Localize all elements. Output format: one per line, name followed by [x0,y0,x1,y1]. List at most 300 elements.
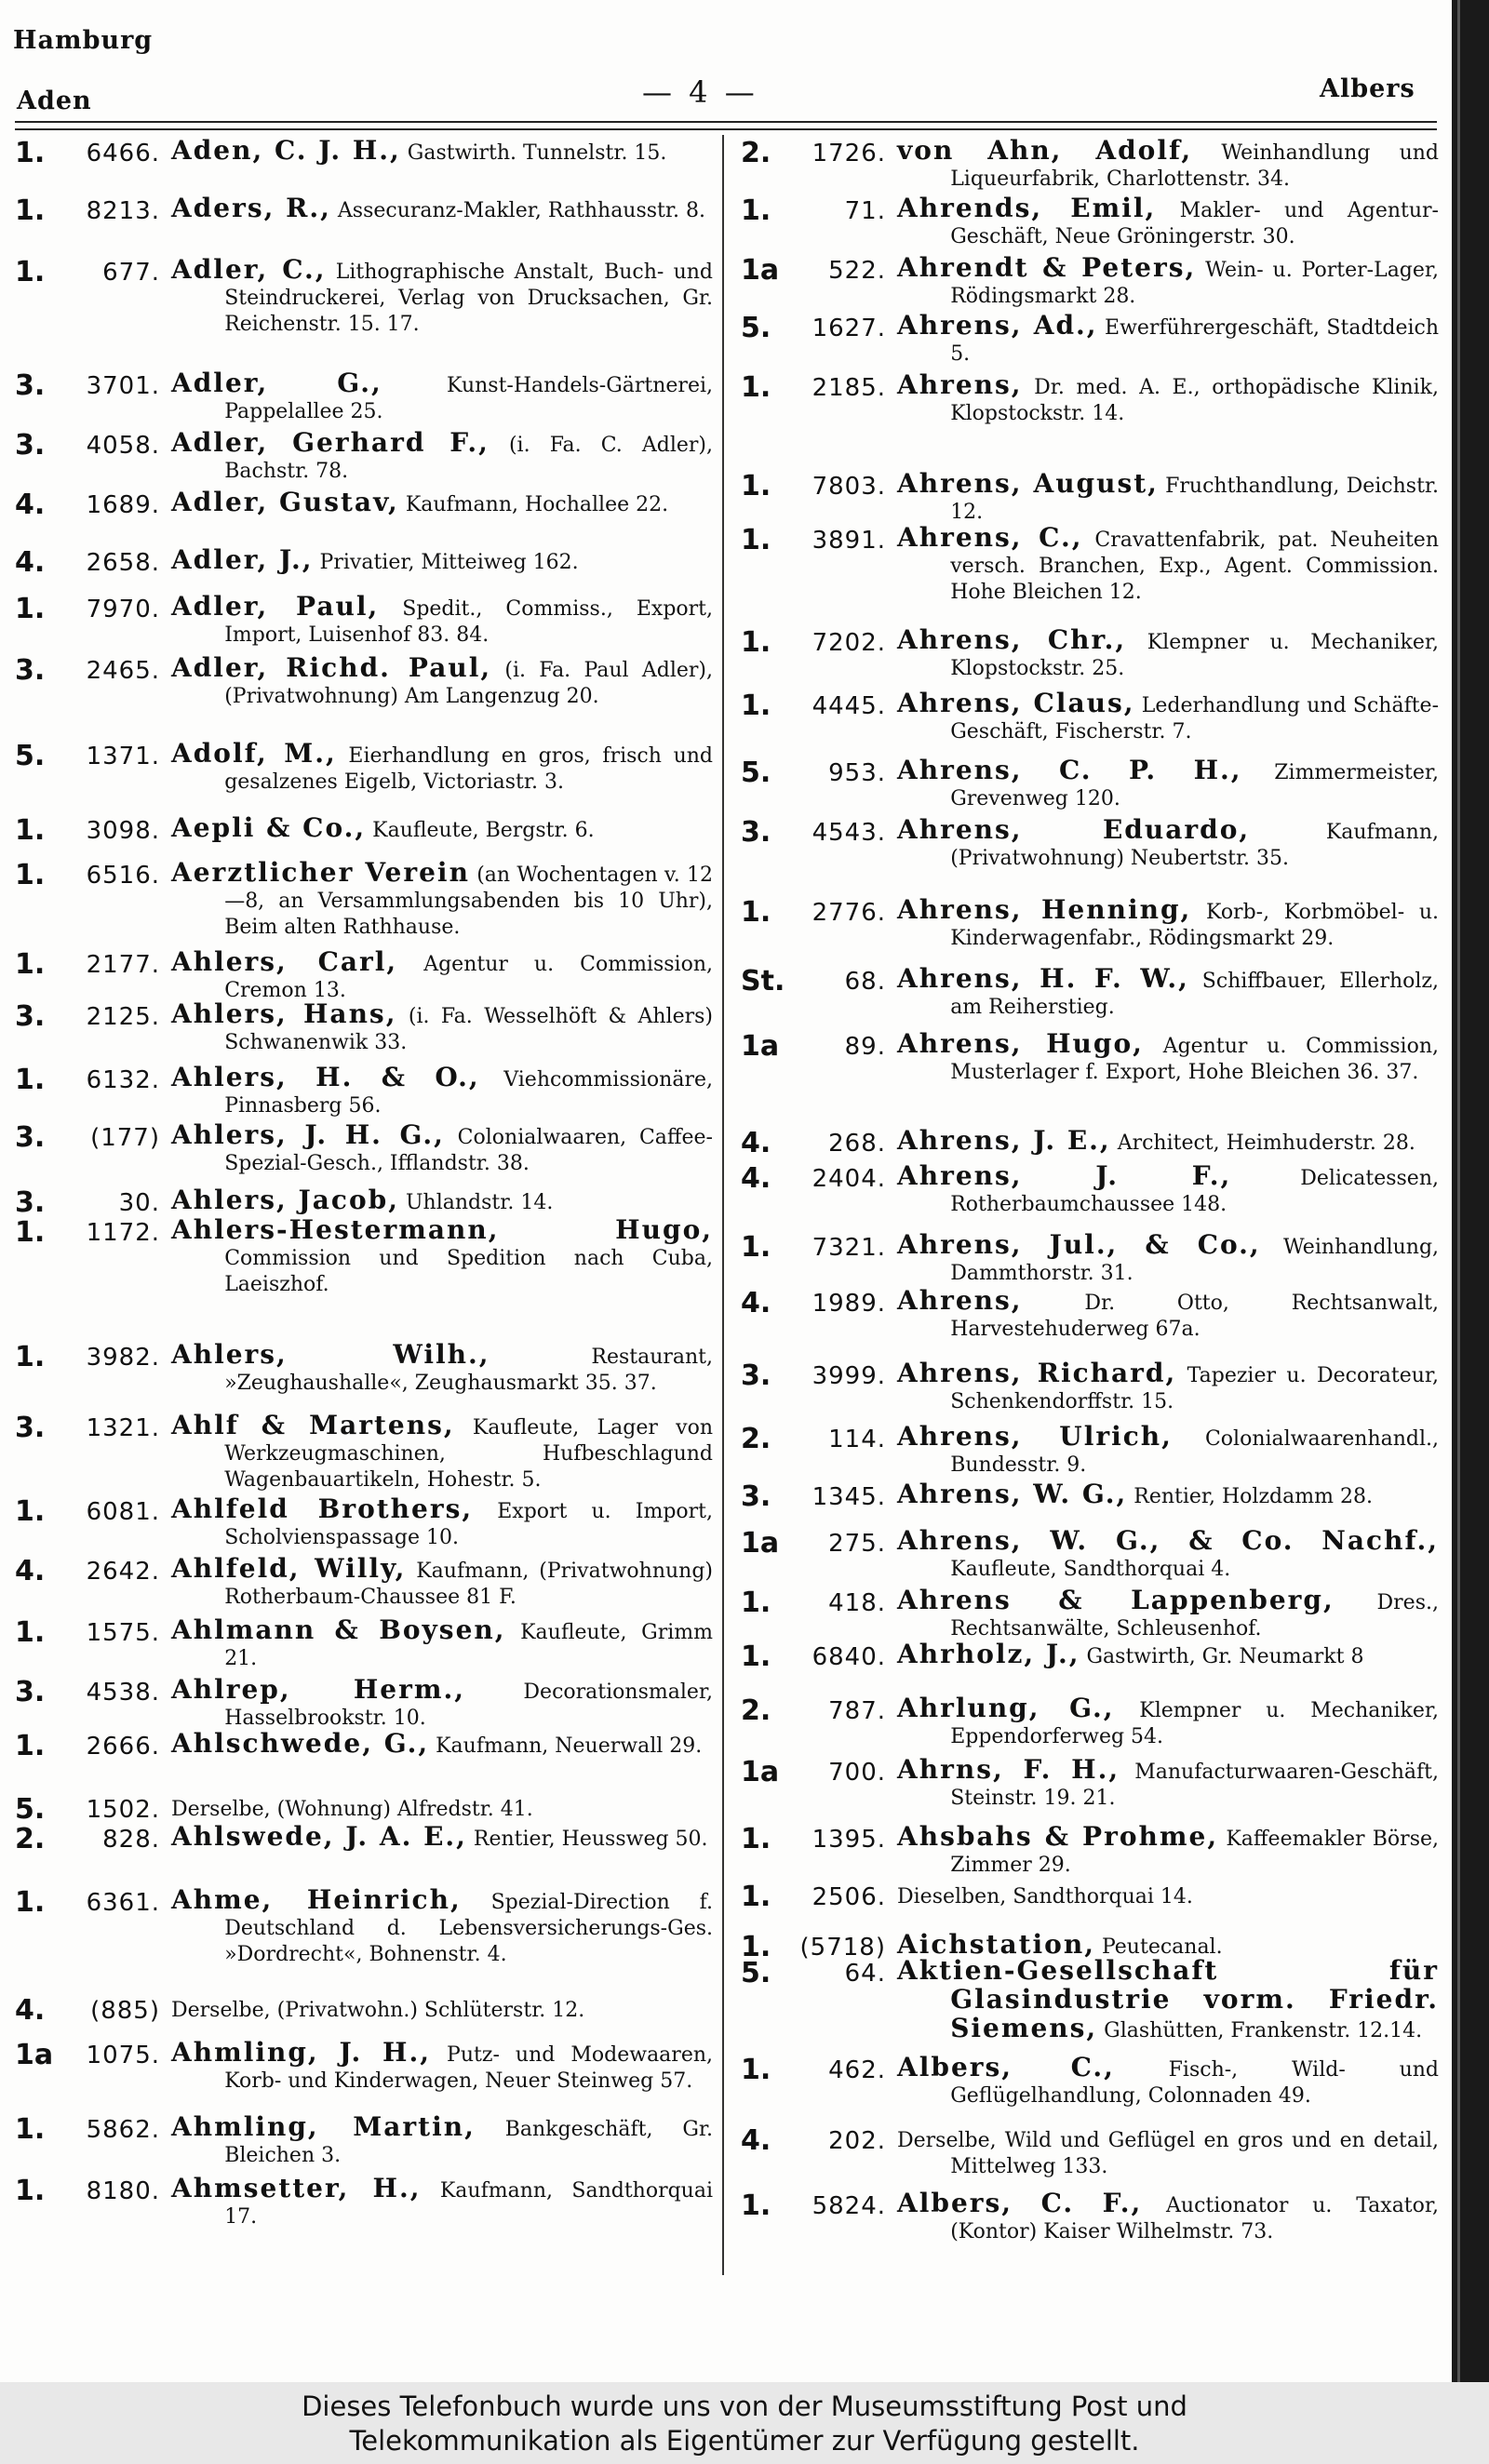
subscriber-details: Commission und Spedition nach Cuba, Laeiszhof. [224,1247,713,1296]
phone-number: 64. [844,1960,886,1988]
exchange-zone: 1a [15,2039,54,2071]
header-page-number: — 4 — [642,74,758,110]
phone-number: 3891. [812,527,886,555]
phone-number: 3999. [812,1362,886,1390]
subscriber-details: Kaffeemakler Börse, Zimmer 29. [950,1828,1439,1877]
subscriber-details: Kaufmann, Sandthorquai 17. [224,2179,713,2229]
subscriber-details: Decorationsmaler, Hasselbrookstr. 10. [224,1681,713,1730]
subscriber-name: Ahlers, Hans, [171,998,397,1029]
entry-text [171,1187,713,1216]
exchange-zone: 2. [741,1423,771,1455]
subscriber-name: Adolf, M., [171,738,337,769]
exchange-zone: 1. [15,1064,46,1096]
phone-number: 1075. [86,2042,160,2069]
subscriber-name: Albers, C. F., [897,2188,1143,2218]
entry-text [897,468,1440,526]
subscriber-details: Tapezier u. Decorateur, Schenkendorffstr. 15. [950,1364,1439,1413]
subscriber-details: Weinhandlung, Dammthorstr. 31. [950,1236,1440,1285]
phone-number: 2465. [86,657,160,685]
ownership-footer [0,2382,1489,2464]
footer-line-1: Dieses Telefonbuch wurde uns von der Museumsstiftung Post und [302,2390,1187,2422]
phone-number: 1627. [812,315,886,342]
subscriber-details: Peutecanal. [1101,1935,1223,1959]
subscriber-details: Lederhandlung und Schäfte-Geschäft, Fischerstr. 7. [950,694,1440,743]
phone-number: 787. [828,1697,886,1725]
entry-text [897,2052,1439,2109]
phone-number: 71. [844,197,886,225]
entry-text [171,1614,713,1672]
exchange-zone: 1. [741,1231,771,1264]
subscriber-details: Kunst-Handels-Gärtnerei, Pappelallee 25. [224,374,713,423]
phone-number: 2185. [812,374,886,402]
entry-text [171,998,714,1056]
subscriber-name: Ahlrep, Herm., [171,1674,465,1705]
scan-edge [1452,0,1489,2382]
subscriber-details: Uhlandstr. 14. [406,1191,554,1214]
subscriber-details: Weinhandlung und Liqueurfabrik, Charlottenstr. 34. [950,141,1440,191]
exchange-zone: 1. [741,1931,771,1963]
entry-text [171,195,713,224]
phone-number: 275. [828,1530,886,1558]
subscriber-name: Ahlf & Martens, [171,1410,455,1440]
exchange-zone: 3. [15,1412,46,1444]
subscriber-details: Korb-, Korbmöbel- u. Kinderwagenfabr., Rödingsmarkt 29. [950,901,1439,950]
subscriber-details: Kaufleute, Bergstr. 6. [372,819,595,842]
exchange-zone: 1. [15,1341,46,1373]
phone-number: 522. [828,257,886,285]
exchange-zone: 1. [741,1881,771,1913]
subscriber-details: Bankgeschäft, Gr. Bleichen 3. [224,2118,713,2167]
subscriber-name: Adler, Gustav, [171,487,399,517]
exchange-zone: 4. [741,1162,771,1195]
phone-number: 1726. [812,140,886,167]
header-city: Hamburg [13,26,154,55]
phone-number: 2125. [86,1003,160,1031]
subscriber-name: Ahrns, F. H., [897,1754,1120,1785]
subscriber-details: Auctionator u. Taxator, (Kontor) Kaiser Wilhelmstr. 73. [950,2194,1439,2243]
subscriber-name: Ahlschwede, G., [171,1728,430,1759]
phone-number: 2506. [812,1883,886,1911]
entry-text [897,814,1439,872]
subscriber-details: Viehcommissionäre, Pinnasberg 56. [224,1068,713,1118]
phone-number: 3982. [86,1344,160,1372]
exchange-zone: 1. [15,2113,46,2146]
subscriber-details: Klempner u. Mechaniker, Eppendorferweg 54. [950,1699,1440,1748]
exchange-zone: 1. [741,524,771,556]
subscriber-name: Ahrens & Lappenberg, [897,1585,1335,1615]
exchange-zone: 4. [15,546,46,579]
exchange-zone: 1. [741,2054,771,2086]
subscriber-name: Adler, C., [171,254,327,285]
subscriber-name: Ahrlung, G., [897,1693,1115,1723]
subscriber-name: Ahrens, W. G., [897,1479,1128,1509]
exchange-zone: 3. [741,1359,771,1392]
entry-text [897,310,1439,368]
phone-number: 953. [828,759,886,787]
phone-number: 677. [102,259,160,287]
entry-text [897,1125,1439,1157]
subscriber-name: Ahrens, J. F., [897,1160,1232,1191]
exchange-zone: 1. [741,2189,771,2222]
phone-number: 4543. [812,819,886,847]
subscriber-name: Ahlers-Hestermann, Hugo, [171,1214,713,1245]
exchange-zone: 1a [741,1756,780,1788]
phone-number: 828. [102,1826,160,1854]
entry-text [171,2173,713,2230]
subscriber-name: Adler, J., [171,544,314,575]
entry-text [897,2125,1439,2180]
subscriber-name: Ahrens, C., [897,522,1083,553]
subscriber-name: Ahrens, Hugo, [897,1028,1144,1059]
subscriber-name: Adler, Gerhard F., [171,427,490,458]
entry-text [171,2111,713,2169]
subscriber-details: Kaufmann, (Privatwohnung) Neubertstr. 35. [950,821,1439,870]
subscriber-details: Dieselben, Sandthorquai 14. [897,1885,1193,1908]
phone-number: 2404. [812,1165,886,1193]
phone-number: 2177. [86,951,160,979]
exchange-zone: 5. [741,757,771,789]
exchange-zone: 1a [741,1030,780,1063]
entry-text [897,135,1440,193]
entry-text [171,370,713,425]
subscriber-details: Kaufleute, Sandthorquai 4. [950,1558,1231,1581]
phone-number: 5824. [812,2192,886,2220]
entry-text [171,946,713,1004]
subscriber-name: Aichstation, [897,1929,1095,1960]
phone-number: 462. [828,2056,886,2084]
phone-number: 1575. [86,1619,160,1647]
phone-number: 1689. [86,491,160,519]
phone-number: 4058. [86,432,160,460]
exchange-zone: 1. [741,1587,771,1619]
header-first-entry-word: Aden [17,87,92,115]
subscriber-name: Ahlers, Jacob, [171,1185,399,1215]
exchange-zone: 1. [15,814,46,847]
entry-text [171,1119,713,1177]
phone-number: 8213. [86,197,160,225]
subscriber-details: Ewerführergeschäft, Stadtdeich 5. [950,316,1439,366]
phone-number: 2658. [86,549,160,577]
entry-text [171,254,713,338]
phone-number: 89. [844,1033,886,1061]
subscriber-name: Ahme, Heinrich, [171,1884,462,1915]
subscriber-name: Adler, G., [171,368,382,398]
exchange-zone: 1. [741,1640,771,1673]
subscriber-name: Ahlswede, J. A. E., [171,1821,467,1852]
exchange-zone: 3. [741,816,771,849]
exchange-zone: 5. [741,312,771,344]
subscriber-details: Spedit., Commiss., Export, Import, Luisenhof 83. 84. [224,597,713,647]
subscriber-name: Ahrens, Jul., & Co., [897,1229,1261,1260]
entry-text [897,522,1439,606]
entry-text [171,1410,713,1493]
exchange-zone: 1. [15,1495,46,1528]
phone-number: 114. [828,1426,886,1453]
exchange-zone: 1. [15,1616,46,1649]
subscriber-details: Rentier, Heussweg 50. [473,1828,708,1851]
entry-text [897,963,1440,1021]
exchange-zone: 5. [15,1793,46,1826]
subscriber-name: Ahrens, Richard, [897,1358,1177,1388]
exchange-zone: 1. [741,470,771,502]
entry-text [171,1493,713,1551]
phone-number: 68. [844,968,886,996]
exchange-zone: 3. [15,1676,46,1708]
subscriber-details: Derselbe, Wild und Geflügel en gros und en detail, Mittelweg 133. [897,2129,1439,2178]
subscriber-name: Ahmsetter, H., [171,2173,422,2203]
subscriber-details: Schiffbauer, Ellerholz, am Reiherstieg. [950,970,1440,1019]
entry-text [171,1728,713,1760]
exchange-zone: 4. [741,1127,771,1159]
exchange-zone: 1. [15,1886,46,1919]
entry-text [897,1821,1439,1879]
subscriber-details: Agentur u. Commission, Cremon 13. [224,953,713,1002]
phone-number: (177) [90,1124,160,1152]
exchange-zone: 1. [741,194,771,227]
entry-text [897,2190,1439,2245]
exchange-zone: 1. [15,593,46,625]
phone-number: 7321. [812,1234,886,1262]
subscriber-name: Adler, Paul, [171,591,380,622]
subscriber-details: Derselbe, (Wohnung) Alfredstr. 41. [171,1798,533,1821]
exchange-zone: 1. [15,137,46,169]
subscriber-name: von Ahn, Adolf, [897,135,1193,166]
subscriber-details: Glashütten, Frankenstr. 12.14. [1104,2019,1423,2042]
exchange-zone: 1. [741,626,771,659]
phone-number: 1989. [812,1290,886,1318]
phone-number: 7970. [86,596,160,623]
phone-number: 1395. [812,1826,886,1854]
entry-text [897,195,1439,250]
subscriber-name: Ahlfeld Brothers, [171,1493,474,1524]
exchange-zone: 1. [15,948,46,981]
entry-text [897,1881,1439,1910]
subscriber-name: Ahlers, Wilh., [171,1339,490,1370]
entry-text [171,738,714,796]
entry-text [897,690,1439,745]
subscriber-details: Fruchthandlung, Deichstr. 12. [950,475,1440,524]
exchange-zone: 4. [15,1555,46,1587]
exchange-zone: 3. [15,1121,46,1154]
exchange-zone: 1. [15,859,46,891]
entry-text [171,1674,713,1732]
exchange-zone: 1a [741,1527,780,1560]
exchange-zone: 4. [741,1287,771,1319]
subscriber-name: Ahlmann & Boysen, [171,1614,506,1645]
exchange-zone: 1. [741,1823,771,1855]
subscriber-name: Ahsbahs & Prohme, [897,1821,1219,1852]
entry-text [897,1525,1439,1583]
entry-text [897,1641,1439,1670]
phone-number: (885) [90,1997,160,2025]
subscriber-name: Ahrens, [897,369,1023,400]
subscriber-details: Export u. Import, Scholvienspassage 10. [224,1500,713,1549]
subscriber-details: Kaufmann, Neuerwall 29. [436,1734,703,1758]
entry-text [171,1339,714,1397]
entry-text [897,1754,1439,1812]
subscriber-details: Privatier, Mitteiweg 162. [319,551,579,574]
entry-text [171,427,713,485]
entry-text [171,135,713,167]
subscriber-details: Colonialwaarenhandl., Bundesstr. 9. [950,1427,1439,1477]
subscriber-name: Ahrens, Ad., [897,310,1098,341]
entry-text [897,1481,1439,1510]
subscriber-details: Zimmermeister, Grevenweg 120. [950,761,1439,810]
subscriber-details: Restaurant, »Zeughaushalle«, Zeughausmarkt 35. 37. [224,1346,714,1395]
subscriber-name: Ahlfeld, Willy, [171,1553,407,1584]
subscriber-details: (an Wochentagen v. 12—8, an Versammlungsabenden bis 10 Uhr), Beim alten Rathhause. [224,864,713,939]
entry-text [897,894,1439,952]
exchange-zone: 3. [15,1000,46,1033]
subscriber-details: Colonialwaaren, Caffee-Spezial-Gesch., Ifflandstr. 38. [224,1126,713,1175]
entry-text [897,1695,1439,1750]
entry-text [171,857,713,941]
phone-number: 6840. [812,1643,886,1671]
phone-number: 5862. [86,2116,160,2144]
entry-text [171,1821,713,1853]
entry-text [897,1955,1439,2044]
subscriber-details: Makler- und Agentur-Geschäft, Neue Gröningerstr. 30. [950,199,1439,248]
subscriber-details: Agentur u. Commission, Musterlager f. Export, Hohe Bleichen 36. 37. [950,1035,1439,1084]
subscriber-details: (i. Fa. Paul Adler), (Privatwohnung) Am Langenzug 20. [224,659,713,708]
subscriber-name: Ahrens, [897,1285,1023,1316]
subscriber-details: Gastwirth. Tunnelstr. 15. [407,141,667,165]
subscriber-name: Ahlers, H. & O., [171,1062,480,1092]
subscriber-name: Adler, Richd. Paul, [171,652,492,683]
subscriber-details: Delicatessen, Rotherbaumchaussee 148. [950,1167,1439,1216]
entry-text [171,812,713,844]
phone-number: 268. [828,1130,886,1158]
subscriber-name: Ahrendt & Peters, [897,252,1197,283]
entry-text [897,369,1439,427]
subscriber-name: Aerztlicher Verein [171,857,470,888]
exchange-zone: 3. [15,654,46,687]
entry-text [897,1229,1440,1287]
subscriber-name: Ahrens, August, [897,468,1159,499]
entry-text [171,1995,713,2024]
entry-text [171,1062,713,1119]
exchange-zone: 1. [15,1216,46,1249]
phone-number: 8180. [86,2177,160,2205]
subscriber-details: Assecuranz-Makler, Rathhausstr. 8. [337,199,705,222]
exchange-zone: 3. [741,1480,771,1513]
header-rule [15,128,1437,130]
phone-number: 2776. [812,899,886,927]
phone-number: 4538. [86,1679,160,1707]
phone-number: 3098. [86,817,160,845]
exchange-zone: 5. [741,1957,771,1989]
subscriber-name: Aden, C. J. H., [171,135,401,166]
footer-line-2: Telekommunikation als Eigentümer zur Verfügung gestellt. [349,2425,1140,2457]
subscriber-name: Ahrholz, J., [897,1639,1080,1669]
entry-text [171,1884,714,1968]
subscriber-name: Ahmling, J. H., [171,2037,432,2068]
entry-text [897,1028,1439,1086]
header-last-entry-word: Albers [1320,74,1415,103]
entry-text [897,1285,1439,1343]
subscriber-details: Gastwirth, Gr. Neumarkt 8 [1086,1645,1364,1668]
subscriber-details: Kaufmann, (Privatwohnung) Rotherbaum-Chaussee 81 F. [224,1560,713,1609]
exchange-zone: 1. [741,896,771,929]
exchange-zone: 1a [741,254,780,287]
subscriber-name: Ahlers, J. H. G., [171,1119,445,1150]
subscriber-name: Albers, C., [897,2052,1115,2082]
entry-text [171,2037,713,2095]
subscriber-name: Ahrens, Eduardo, [897,814,1251,845]
phone-number: 1371. [86,743,160,770]
subscriber-details: Spezial-Direction f. Deutschland d. Lebensversicherungs-Ges. »Dordrecht«, Bohnenstr. 4. [224,1891,714,1966]
entry-text [897,1587,1439,1642]
exchange-zone: 4. [15,1994,46,2027]
phone-number: (5718) [799,1934,886,1962]
subscriber-name: Ahrens, W. G., & Co. Nachf., [897,1525,1439,1556]
column-divider [722,135,724,2275]
phone-number: 1345. [812,1483,886,1511]
phone-number: 1502. [86,1796,160,1824]
entry-text [171,1553,713,1611]
subscriber-name: Ahrens, J. E., [897,1125,1111,1156]
phone-number: 6361. [86,1889,160,1917]
exchange-zone: 1. [15,256,46,288]
subscriber-name: Ahrens, C. P. H., [897,755,1242,785]
subscriber-name: Ahrens, Chr., [897,624,1127,655]
phone-number: 6132. [86,1066,160,1094]
subscriber-details: Kaufmann, Hochallee 22. [405,493,669,516]
exchange-zone: 2. [741,137,771,169]
exchange-zone: 2. [15,1823,46,1855]
entry-text [897,1160,1439,1218]
subscriber-details: Rentier, Holzdamm 28. [1134,1485,1373,1508]
exchange-zone: 3. [15,429,46,462]
entry-text [171,489,713,518]
subscriber-name: Aepli & Co., [171,812,367,843]
entry-text [897,1421,1439,1479]
entry-text [171,591,713,649]
entry-text [897,252,1440,310]
subscriber-details: Kaufleute, Lager von Werkzeugmaschinen, Hufbeschlagund Wagenbauartikeln, Hohestr. 5. [224,1416,713,1492]
phone-number: 7803. [812,473,886,501]
entry-text [897,1360,1439,1415]
subscriber-details: Derselbe, (Privatwohn.) Schlüterstr. 12. [171,1999,585,2022]
phone-number: 7202. [812,629,886,657]
subscriber-name: Ahlers, Carl, [171,946,398,977]
subscriber-name: Aktien-Gesellschaft für Glasindustrie vorm. Friedr. Siemens, [897,1955,1439,2043]
exchange-zone: 1. [15,194,46,227]
entry-text [171,652,713,710]
subscriber-name: Aders, R., [171,193,331,223]
exchange-zone: 3. [15,1186,46,1219]
phone-number: 30. [118,1189,160,1217]
exchange-zone: St. [741,965,785,998]
phone-number: 700. [828,1759,886,1787]
entry-text [897,624,1439,682]
exchange-zone: 1. [741,371,771,404]
phone-number: 2666. [86,1733,160,1761]
subscriber-details: (i. Fa. Wesselhöft & Ahlers) Schwanenwik 33. [224,1005,714,1054]
subscriber-name: Ahrens, Claus, [897,688,1135,718]
header-rule [15,121,1437,123]
phone-number: 6466. [86,140,160,167]
phone-number: 1172. [86,1219,160,1247]
exchange-zone: 2. [741,1694,771,1727]
subscriber-details: Dr. med. A. E., orthopädische Klinik, Klopstockstr. 14. [950,376,1439,425]
entry-text [897,757,1439,812]
entry-text [171,1794,713,1823]
exchange-zone: 3. [15,369,46,402]
subscriber-details: Manufacturwaaren-Geschäft, Steinstr. 19. 21. [950,1761,1439,1810]
phone-number: 202. [828,2127,886,2155]
subscriber-details: Wein- u. Porter-Lager, Rödingsmarkt 28. [950,259,1440,308]
